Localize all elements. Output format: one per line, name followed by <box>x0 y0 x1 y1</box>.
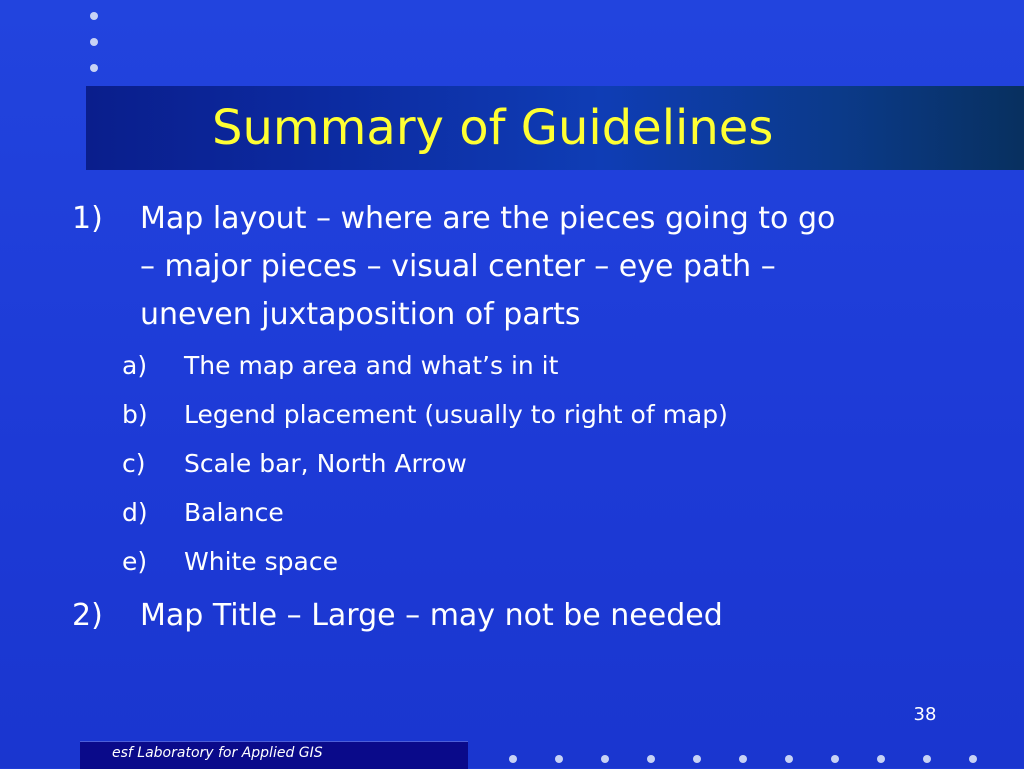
item-number: 2) <box>72 598 103 633</box>
subitem-text: Balance <box>184 498 284 527</box>
subitem-letter: c) <box>122 449 146 478</box>
subitem-letter: b) <box>122 400 148 429</box>
subitem-text: Scale bar, North Arrow <box>184 449 467 478</box>
item-line: – major pieces – visual center – eye path – <box>140 249 776 284</box>
subitem-text: Legend placement (usually to right of map) <box>184 400 728 429</box>
decor-dot <box>831 755 839 763</box>
item-line: uneven juxtaposition of parts <box>140 297 581 332</box>
decor-dot <box>877 755 885 763</box>
decor-dot <box>969 755 977 763</box>
item-line: Map Title – Large – may not be needed <box>140 598 723 633</box>
decor-dot <box>509 755 517 763</box>
slide-title: Summary of Guidelines <box>212 100 774 156</box>
subitem-letter: e) <box>122 547 148 576</box>
decor-dot <box>90 64 98 72</box>
subitem-letter: a) <box>122 351 148 380</box>
subitem-text: The map area and what’s in it <box>184 351 559 380</box>
item-number: 1) <box>72 201 103 236</box>
decor-dot <box>923 755 931 763</box>
item-line: Map layout – where are the pieces going to go <box>140 201 836 236</box>
decor-dot <box>601 755 609 763</box>
decor-dot <box>647 755 655 763</box>
decor-dot <box>90 38 98 46</box>
decor-dot <box>693 755 701 763</box>
subitem-text: White space <box>184 547 338 576</box>
decor-dot <box>90 12 98 20</box>
subitem-letter: d) <box>122 498 148 527</box>
decor-dot <box>739 755 747 763</box>
page-number: 38 <box>913 704 937 725</box>
footer-label: esf Laboratory for Applied GIS <box>112 745 323 761</box>
decor-dot <box>555 755 563 763</box>
decor-dot <box>785 755 793 763</box>
